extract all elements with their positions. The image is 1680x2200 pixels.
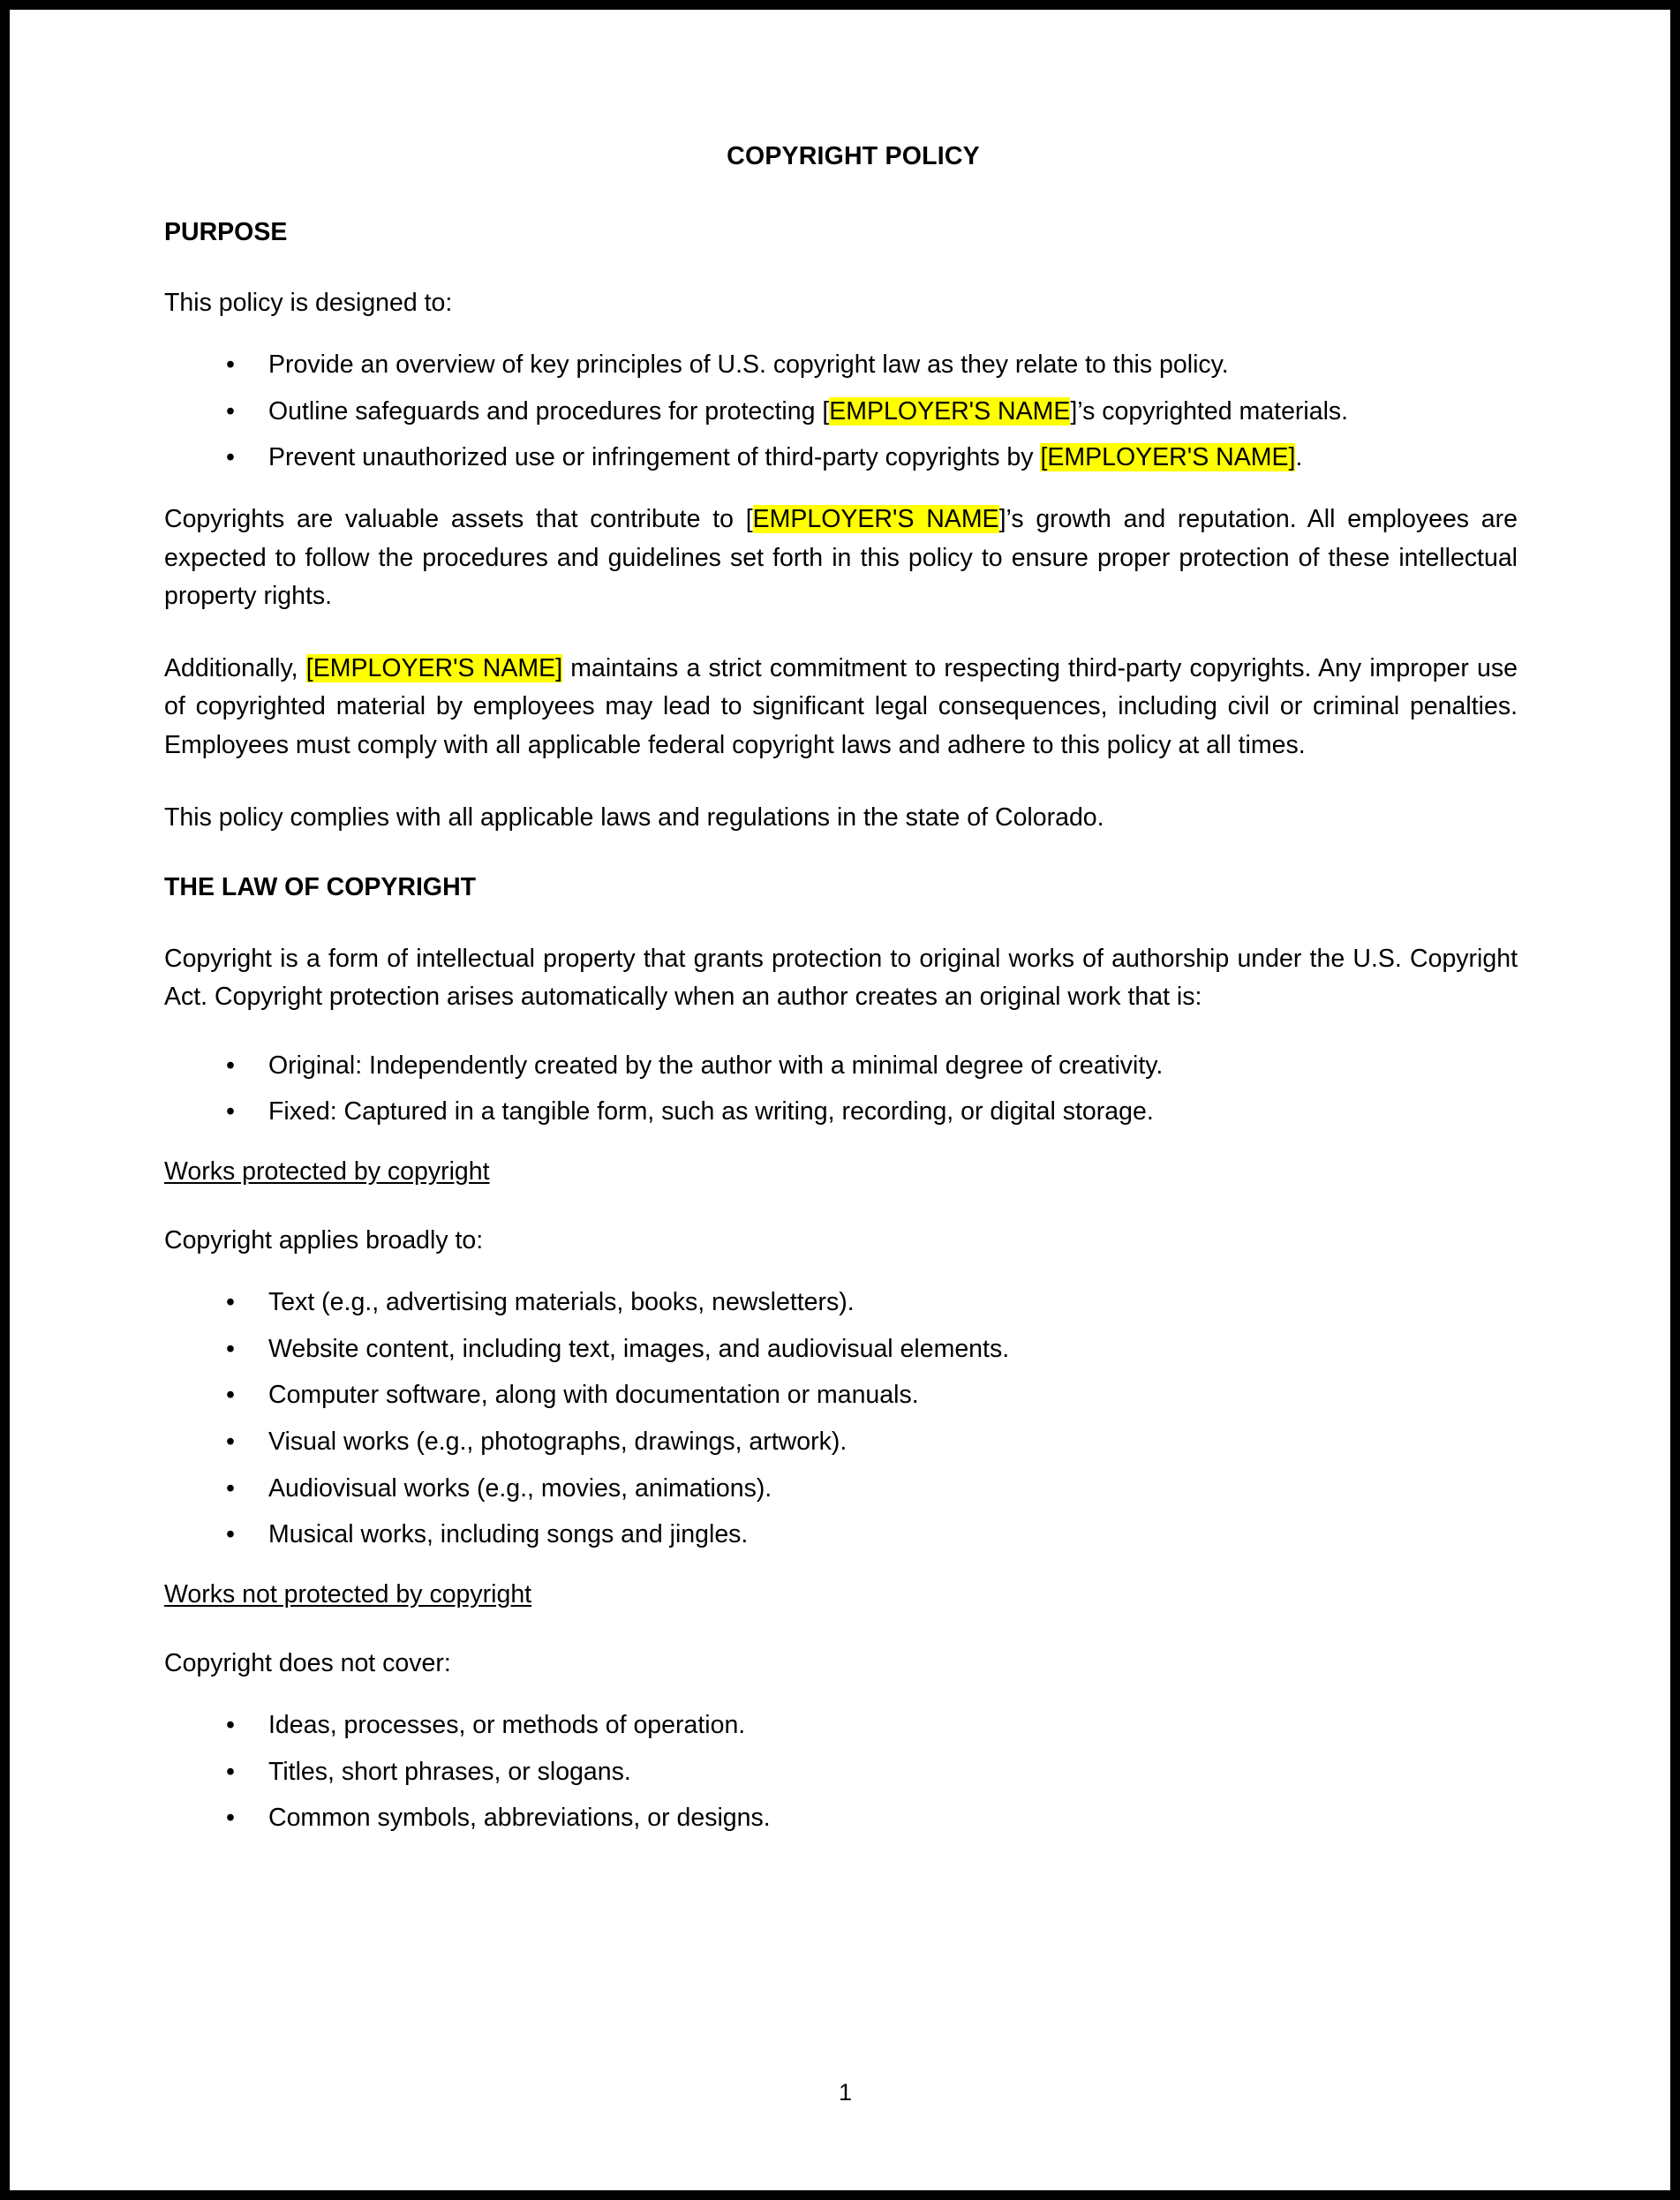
bullet-text-after: ]’s copyrighted materials.	[1070, 396, 1349, 426]
purpose-paragraph-1	[164, 501, 1518, 616]
bullet-text: Website content, including text, images, and audiovisual elements.	[268, 1334, 1010, 1363]
purpose-bullet-list	[164, 350, 1518, 474]
bullet-dot-icon: •	[226, 1427, 235, 1456]
highlight-placeholder: EMPLOYER'S NAME	[752, 504, 999, 533]
paragraph-text-after: ]’s growth and reputation. All employees are expected to follow the procedures and guidelines set forth in this policy to ensure proper protection of these intellectual property rights.	[164, 504, 1518, 611]
purpose-lead-text: This policy is designed to:	[164, 289, 453, 318]
bullet-dot-icon: •	[226, 1051, 235, 1080]
bullet-text: Musical works, including songs and jingles.	[268, 1520, 749, 1549]
works-protected-lead-text: Copyright applies broadly to:	[164, 1226, 484, 1255]
page-number: 1	[838, 2079, 853, 2106]
works-not-protected-lead-text: Copyright does not cover:	[164, 1649, 451, 1678]
highlight-placeholder: EMPLOYER'S NAME	[829, 396, 1071, 426]
bullet-dot-icon: •	[226, 396, 235, 426]
list-item	[164, 1096, 1518, 1128]
works-protected-bullet-list	[164, 1287, 1518, 1551]
list-item	[164, 1473, 1518, 1505]
document-content	[164, 142, 1518, 1861]
list-item	[164, 1803, 1518, 1835]
bullet-dot-icon: •	[226, 1097, 235, 1126]
bullet-dot-icon: •	[226, 1520, 235, 1549]
list-item	[164, 1710, 1518, 1742]
purpose-paragraph-2	[164, 650, 1518, 765]
works-not-protected-bullet-list	[164, 1710, 1518, 1835]
list-item	[164, 1287, 1518, 1319]
list-item	[164, 396, 1518, 428]
bullet-dot-icon: •	[226, 1381, 235, 1410]
subheading-text: Works protected by copyright	[164, 1157, 490, 1186]
bullet-dot-icon: •	[226, 350, 235, 380]
list-item	[164, 1334, 1518, 1366]
bullet-text-before: Outline safeguards and procedures for protecting [	[268, 396, 830, 426]
bullet-text: Ideas, processes, or methods of operation.	[268, 1710, 746, 1739]
law-criteria-bullet-list	[164, 1051, 1518, 1128]
section-heading-purpose: PURPOSE	[164, 218, 288, 246]
list-item	[164, 1380, 1518, 1412]
list-item	[164, 1757, 1518, 1789]
list-item	[164, 1519, 1518, 1551]
bullet-text-after: .	[1295, 443, 1303, 472]
bullet-text: Titles, short phrases, or slogans.	[268, 1757, 631, 1786]
list-item	[164, 1427, 1518, 1458]
bullet-text: Text (e.g., advertising materials, books, newsletters).	[268, 1288, 855, 1317]
bullet-text: Original: Independently created by the author with a minimal degree of creativity.	[268, 1051, 1164, 1080]
highlight-placeholder: [EMPLOYER'S NAME]	[305, 653, 563, 682]
highlight-placeholder: [EMPLOYER'S NAME]	[1040, 443, 1296, 472]
section-heading-law-of-copyright: THE LAW OF COPYRIGHT	[164, 873, 477, 902]
bullet-text: Visual works (e.g., photographs, drawings, artwork).	[268, 1427, 848, 1456]
bullet-text: Audiovisual works (e.g., movies, animations).	[268, 1473, 772, 1503]
bullet-dot-icon: •	[226, 1288, 235, 1317]
purpose-paragraph-3: This policy complies with all applicable laws and regulations in the state of Colorado.	[164, 802, 1104, 832]
bullet-text: Fixed: Captured in a tangible form, such as writing, recording, or digital storage.	[268, 1097, 1154, 1126]
bullet-dot-icon: •	[226, 1334, 235, 1363]
bullet-text: Common symbols, abbreviations, or designs.	[268, 1804, 771, 1833]
page-title: COPYRIGHT POLICY	[727, 142, 980, 170]
bullet-text-before: Prevent unauthorized use or infringement of third-party copyrights by	[268, 443, 1041, 472]
subheading-works-protected	[164, 1155, 1518, 1188]
bullet-dot-icon: •	[226, 1804, 235, 1833]
list-item	[164, 350, 1518, 381]
bullet-dot-icon: •	[226, 1757, 235, 1786]
bullet-text-before: Provide an overview of key principles of U.S. copyright law as they relate to this policy.	[268, 350, 1229, 380]
subheading-works-not-protected	[164, 1578, 1518, 1611]
bullet-text: Computer software, along with documentation or manuals.	[268, 1381, 919, 1410]
bullet-dot-icon: •	[226, 1710, 235, 1739]
subheading-text: Works not protected by copyright	[164, 1579, 532, 1609]
list-item	[164, 442, 1518, 474]
page-sheet	[10, 10, 1670, 2190]
law-intro-paragraph: Copyright is a form of intellectual property that grants protection to original works of authorship under the U.S. Copyright Act. Copyright protection arises automatically when an author creates an original work that is:	[164, 944, 1518, 1012]
bullet-dot-icon: •	[226, 1473, 235, 1503]
list-item	[164, 1051, 1518, 1082]
paragraph-text-before: Additionally,	[164, 653, 306, 682]
paragraph-text-before: Copyrights are valuable assets that contribute to [	[164, 504, 753, 533]
bullet-dot-icon: •	[226, 443, 235, 472]
paragraph-text-after: maintains a strict commitment to respecting third-party copyrights. Any improper use of copyrighted material by employees may lead to significant legal consequences, including civil or criminal penalties. Employees must comply with all applicable federal copyright laws and adhere to this policy at all times.	[164, 653, 1518, 759]
